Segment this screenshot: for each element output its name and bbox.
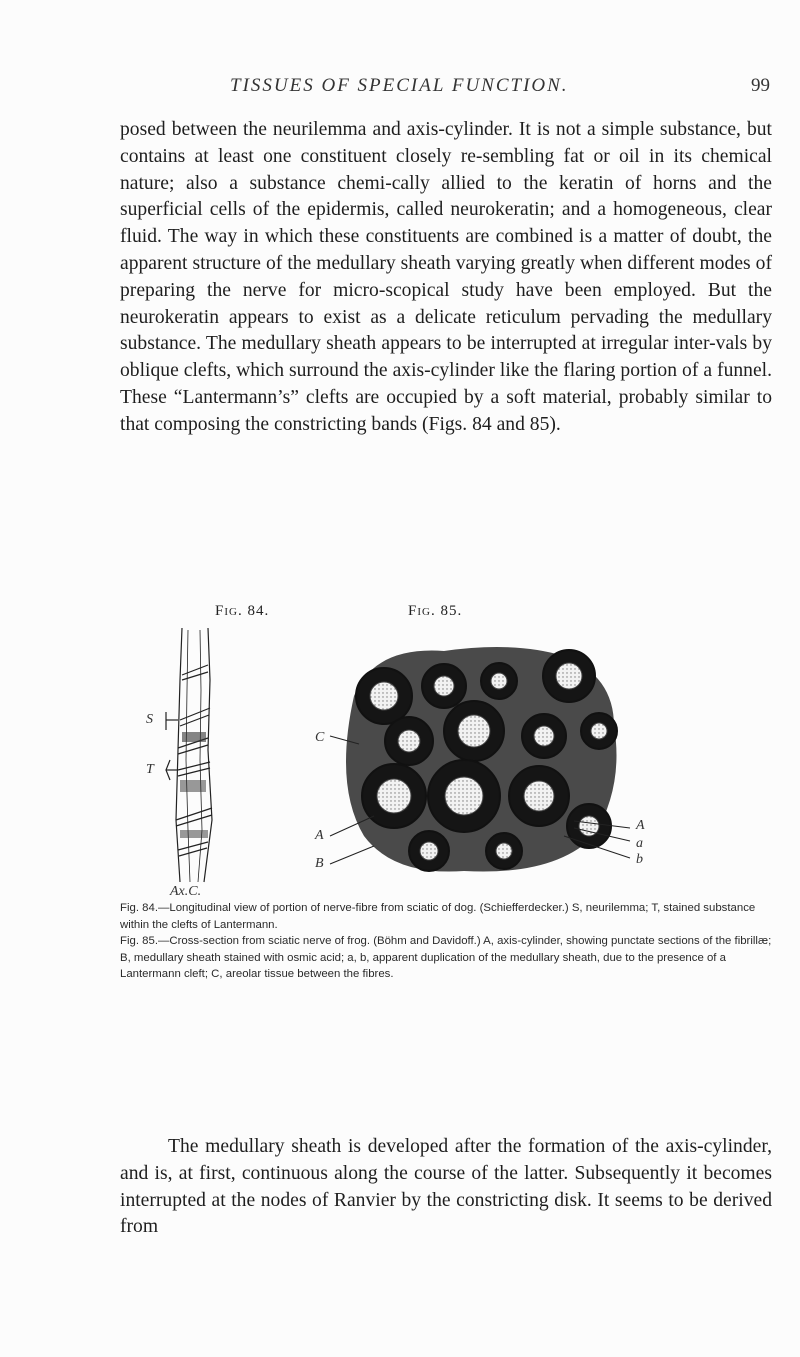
fig-85-letter-b-small: b xyxy=(636,852,643,867)
page-number: 99 xyxy=(751,75,770,96)
figure-caption xyxy=(120,900,772,983)
fig-85-letter-a-left: A xyxy=(315,828,324,843)
fig-85-caption: Fig. 85.—Cross-section from sciatic nerve of frog. (Böhm and Davidoff.) A, axis-cylinder, showing punctate sections of the fibrillæ; B, medullary sheath stained with osmic acid; a, b, apparent duplication of the medullary sheath, due to the presence of a Lantermann cleft; C, areolar tissue between the fibres. xyxy=(120,935,772,981)
paragraph-2-text: The medullary sheath is developed after the formation of the axis-cylinder, and is, at first, continuous along the course of the latter. Subsequently it becomes interrupted at the nodes of Ranvier by the constricting disk. It seems to be derived from xyxy=(120,1136,772,1238)
fig-84-letter-s: S xyxy=(146,712,153,727)
fig-84-label: Fig. 84. xyxy=(215,603,270,619)
fig-84-letter-t: T xyxy=(146,762,154,777)
fig-85-letter-a-right: A xyxy=(636,818,645,833)
paragraph-1 xyxy=(120,117,772,439)
fig-85-illustration xyxy=(314,636,644,886)
paragraph-1-text: posed between the neurilemma and axis-cylinder. It is not a simple substance, but contains at least one constituent closely re-sembling fat or oil in its chemical nature; also a substance chemi-cally allied to the keratin of horns and the superficial cells of the epidermis, called neurokeratin; and a homogeneous, clear fluid. The way in which these constituents are combined is a matter of doubt, the apparent structure of the medullary sheath varying greatly when different modes of preparing the nerve for micro-scopical study have been employed. But the neurokeratin appears to exist as a delicate reticulum pervading the medullary substance. The medullary sheath appears to be interrupted at irregular inter-vals by oblique clefts, which surround the axis-cylinder like the flaring portion of a funnel. These “Lantermann’s” clefts are occupied by a soft material, probably similar to that composing the constricting bands (Figs. 84 and 85). xyxy=(120,119,772,435)
fig-84-illustration xyxy=(152,620,242,890)
fig-85-label: Fig. 85. xyxy=(408,603,463,619)
running-title: TISSUES OF SPECIAL FUNCTION. xyxy=(230,75,569,96)
fig-85-letter-c: C xyxy=(315,730,325,745)
paragraph-2 xyxy=(120,1134,772,1241)
fig-84-letter-axc: Ax.C. xyxy=(170,884,202,899)
fig-84-caption: Fig. 84.—Longitudinal view of portion of nerve-fibre from sciatic of dog. (Schiefferdecker.) S, neurilemma; T, stained substance within the clefts of Lantermann. xyxy=(120,902,756,931)
fig-85-letter-b-left: B xyxy=(315,856,324,871)
fig-85-letter-a-small: a xyxy=(636,836,643,851)
running-header xyxy=(120,75,770,105)
